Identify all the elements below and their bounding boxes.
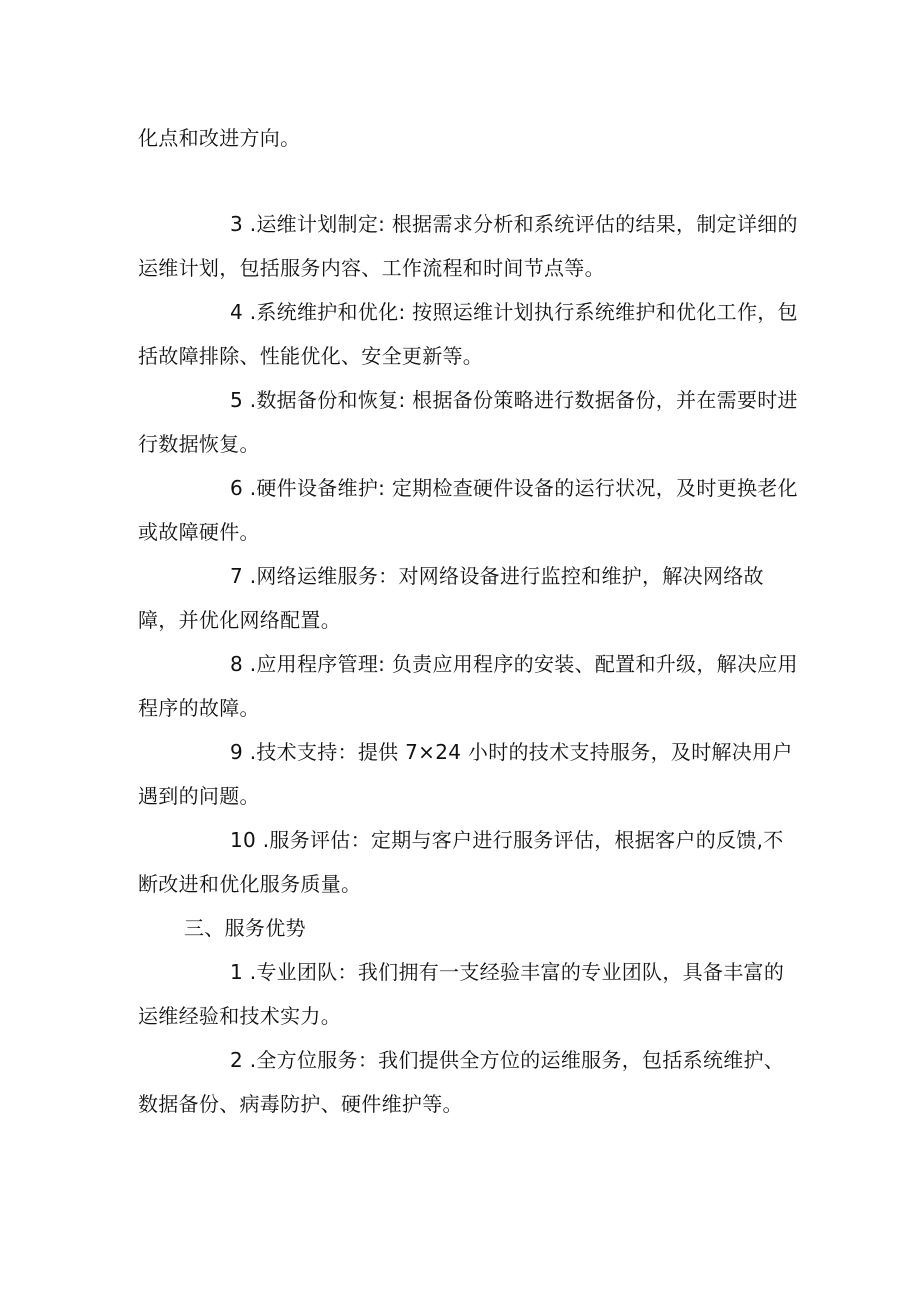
list-item bbox=[138, 378, 803, 466]
paragraph-gap bbox=[138, 160, 803, 202]
item-number: 5 bbox=[230, 388, 244, 412]
list-item bbox=[138, 642, 803, 730]
item-number: 7 bbox=[230, 564, 244, 588]
item-text: .运维计划制定: 根据需求分析和系统评估的结果，制定详细的运维计划，包括服务内容、工作流程和时间节点等。 bbox=[138, 212, 798, 280]
item-number: 8 bbox=[230, 652, 244, 676]
item-number: 10 bbox=[230, 828, 257, 852]
item-number: 4 bbox=[230, 300, 244, 324]
list-item bbox=[138, 466, 803, 554]
list-item bbox=[138, 950, 803, 1038]
item-text: .全方位服务：我们提供全方位的运维服务，包括系统维护、数据备份、病毒防护、硬件维护等。 bbox=[138, 1048, 785, 1116]
section-heading: 三、服务优势 bbox=[184, 916, 306, 940]
list-item bbox=[138, 818, 803, 906]
item-text: .系统维护和优化: 按照运维计划执行系统维护和优化工作，包括故障排除、性能优化、安全更新等。 bbox=[138, 300, 798, 368]
item-number: 3 bbox=[230, 212, 244, 236]
document-body bbox=[138, 116, 803, 1126]
item-text: .技术支持：提供 7×24 小时的技术支持服务，及时解决用户遇到的问题。 bbox=[138, 740, 793, 808]
list-item bbox=[138, 290, 803, 378]
item-number: 2 bbox=[230, 1048, 244, 1072]
continuation-text: 化点和改进方向。 bbox=[138, 126, 301, 150]
list-item bbox=[138, 554, 803, 642]
list-item bbox=[138, 1038, 803, 1126]
item-text: .数据备份和恢复: 根据备份策略进行数据备份，并在需要时进行数据恢复。 bbox=[138, 388, 798, 456]
item-number: 1 bbox=[230, 960, 244, 984]
item-text: .服务评估：定期与客户进行服务评估，根据客户的反馈,不断改进和优化服务质量。 bbox=[138, 828, 784, 896]
item-number: 9 bbox=[230, 740, 244, 764]
item-text: .硬件设备维护: 定期检查硬件设备的运行状况，及时更换老化或故障硬件。 bbox=[138, 476, 798, 544]
item-number: 6 bbox=[230, 476, 244, 500]
item-text: .应用程序管理: 负责应用程序的安装、配置和升级，解决应用程序的故障。 bbox=[138, 652, 798, 720]
item-text: .网络运维服务：对网络设备进行监控和维护，解决网络故障，并优化网络配置。 bbox=[138, 564, 764, 632]
list-item bbox=[138, 730, 803, 818]
list-item bbox=[138, 202, 803, 290]
item-text: .专业团队：我们拥有一支经验丰富的专业团队，具备丰富的运维经验和技术实力。 bbox=[138, 960, 785, 1028]
